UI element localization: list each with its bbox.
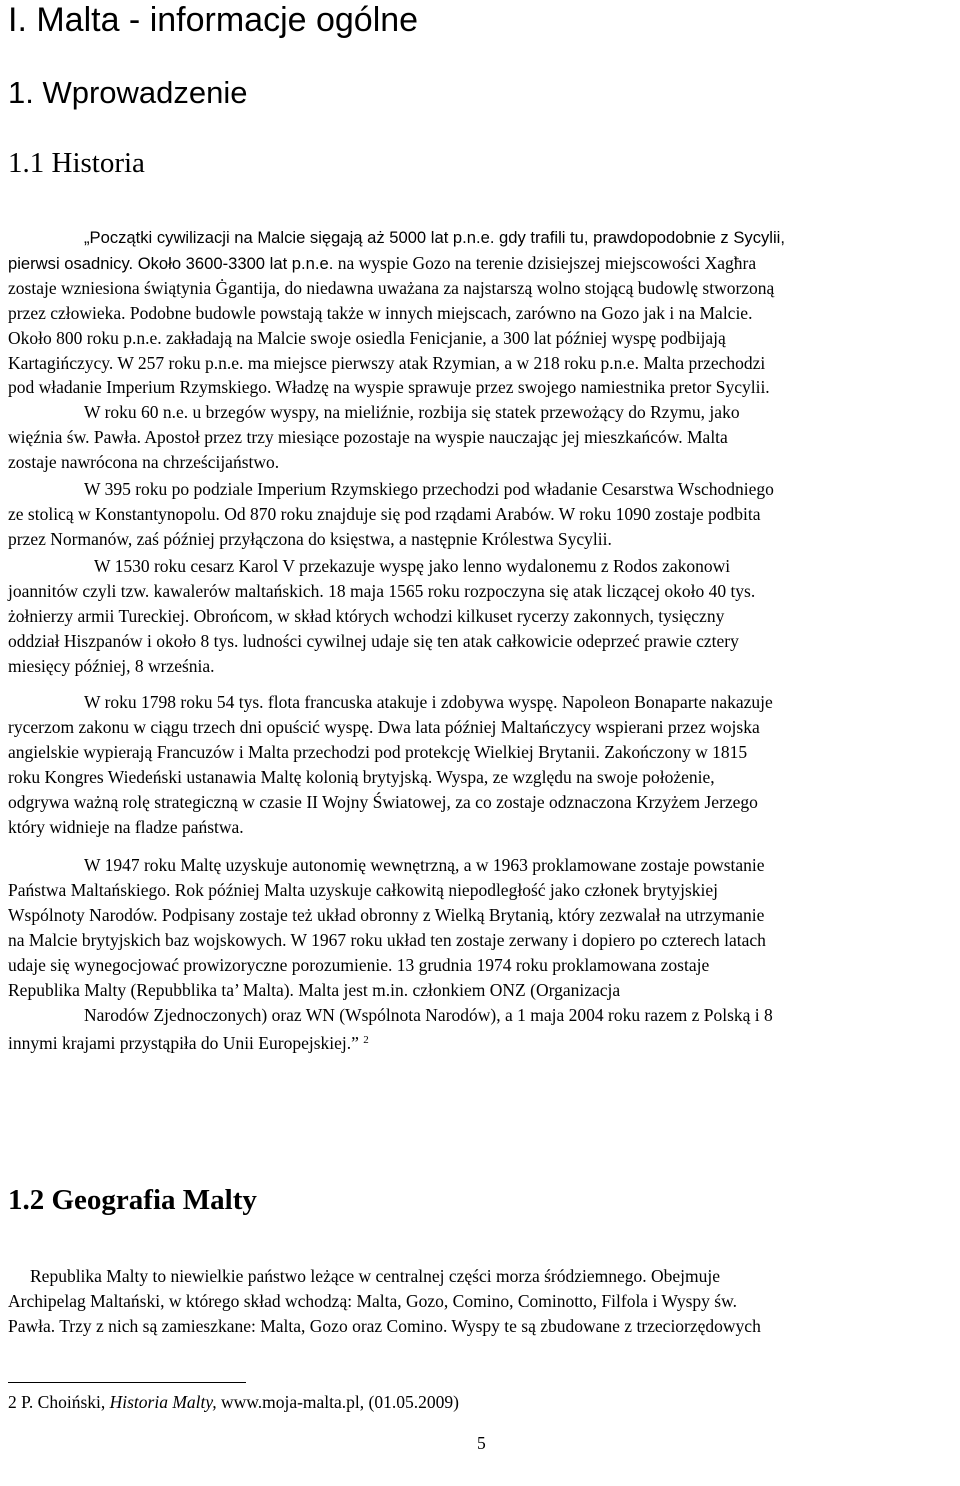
history-line: W 395 roku po podziale Imperium Rzymskiego przechodzi pod władanie Cesarstwa Wschodniego [84,479,774,499]
history-line: W 1947 roku Maltę uzyskuje autonomię wewnętrzną, a w 1963 proklamowane zostaje powstanie [84,855,765,875]
history-line: Narodów Zjednoczonych) oraz WN (Wspólnota Narodów), a 1 maja 2004 roku razem z Polską i 8 [84,1005,773,1025]
section-title: 1. Wprowadzenie [8,75,248,110]
history-line [8,1028,369,1055]
history-line: W roku 1798 roku 54 tys. flota francuska atakuje i zdobywa wyspę. Napoleon Bonaparte nakazuje [84,692,773,712]
footnote-source: www.moja-malta.pl, (01.05.2009) [220,1392,459,1412]
history-line: Kartagińczycy. W 257 roku p.n.e. ma miejsce pierwszy atak Rzymian, a w 218 roku p.n.e. Malta przechodzi [8,353,766,373]
history-line [8,251,756,276]
history-line: przez Normanów, zaś później przyłączona do księstwa, a następnie Królestwa Sycylii. [8,529,612,549]
history-line: zostaje wzniesiona świątynia Ġgantija, do niedawna uważana za najstarszą wolno stojącą budowlę stworzoną [8,278,775,298]
history-line-part: na wyspie Gozo na terenie dzisiejszej miejscowości Xagħra [333,253,757,273]
chapter-title: I. Malta - informacje ogólne [8,1,419,39]
footnote-author: P. Choiński, [21,1392,106,1412]
history-line: oddział Hiszpanów i około 8 tys. ludności cywilnej udaje się ten atak całkowicie odeprzeć prawie cztery [8,631,739,651]
footnote-reference: 2 [363,1034,369,1046]
history-line: Wspólnoty Narodów. Podpisany zostaje też układ obronny z Wielką Brytanią, który zezwalał na utrzymanie [8,905,765,925]
history-line: przez człowieka. Podobne budowle powstają także w innych miejscach, zarówno na Gozo jak i na Malcie. [8,303,753,323]
history-line: Republika Malty (Repubblika ta’ Malta). Malta jest m.in. członkiem ONZ (Organizacja [8,980,621,1000]
footnote-title: Historia Malty, [109,1392,217,1412]
geography-line: Pawła. Trzy z nich są zamieszkane: Malta, Gozo oraz Comino. Wyspy te są zbudowane z trzeciorzędowych [8,1316,761,1336]
history-line: angielskie wypierają Francuzów i Malta przechodzi pod protekcję Wielkiej Brytanii. Zakończony w 1815 [8,742,748,762]
history-line: „Początki cywilizacji na Malcie sięgają aż 5000 lat p.n.e. gdy trafili tu, prawdopodobnie z Sycylii, [84,228,785,247]
history-line-part: innymi krajami przystąpiła do Unii Europejskiej.” [8,1033,359,1053]
history-line: żołnierzy armii Tureckiej. Obrońcom, w skład których wchodzi kilkuset rycerzy zakonnych, tysięczny [8,606,725,626]
history-line: Około 800 roku p.n.e. zakładają na Malcie swoje osiedla Fenicjanie, a 300 lat później wyspę podbijają [8,328,726,348]
history-line: roku Kongres Wiedeński ustanawia Maltę kolonią brytyjską. Wyspa, ze względu na swoje położenie, [8,767,715,787]
history-line: pod władanie Imperium Rzymskiego. Władzę na wyspie sprawuje przez swojego namiestnika pretor Sycylii. [8,377,770,397]
geography-line: Archipelag Maltański, w którego skład wchodzą: Malta, Gozo, Comino, Cominotto, Filfola i Wyspy św. [8,1291,737,1311]
page-number: 5 [477,1433,486,1453]
footnote-separator [8,1382,246,1383]
history-line: który widnieje na fladze państwa. [8,817,244,837]
history-line: zostaje nawrócona na chrześcijaństwo. [8,452,280,472]
subsection-title-geography: 1.2 Geografia Malty [8,1184,257,1216]
history-line: Państwa Maltańskiego. Rok później Malta uzyskuje całkowitą niepodległość jako członek brytyjskiej [8,880,719,900]
history-line: W 1530 roku cesarz Karol V przekazuje wyspę jako lenno wydalonemu z Rodos zakonowi [94,556,731,576]
history-line: więźnia św. Pawła. Apostoł przez trzy miesiące pozostaje na wyspie nauczając jej mieszkańców. Malta [8,427,728,447]
geography-line: Republika Malty to niewielkie państwo leżące w centralnej części morza śródziemnego. Obejmuje [30,1266,721,1286]
footnote [8,1391,459,1413]
history-line: rycerzom zakonu w ciągu trzech dni opuścić wyspę. Dwa lata później Maltańczycy wspierani przez wojska [8,717,760,737]
subsection-title-history: 1.1 Historia [8,147,145,179]
history-line: ze stolicą w Konstantynopolu. Od 870 roku znajduje się pod rządami Arabów. W roku 1090 zostaje podbita [8,504,761,524]
footnote-number: 2 [8,1392,17,1412]
history-line: miesięcy później, 8 września. [8,656,215,676]
history-line: joannitów czyli tzw. kawalerów maltańskich. 18 maja 1565 roku rozpoczyna się atak liczącej około 40 tys. [8,581,756,601]
history-line: odgrywa ważną rolę strategiczną w czasie II Wojny Światowej, za co zostaje odznaczona Krzyżem Jerzego [8,792,758,812]
history-line-part: pierwsi osadnicy. Około 3600-3300 lat p.n.e. [8,254,334,273]
history-line: W roku 60 n.e. u brzegów wyspy, na mieliźnie, rozbija się statek przewożący do Rzymu, jako [84,402,740,422]
history-line: udaje się wynegocjować prowizoryczne porozumienie. 13 grudnia 1974 roku proklamowana zostaje [8,955,710,975]
history-line: na Malcie brytyjskich baz wojskowych. W 1967 roku układ ten zostaje zerwany i dopiero po czterech latach [8,930,766,950]
